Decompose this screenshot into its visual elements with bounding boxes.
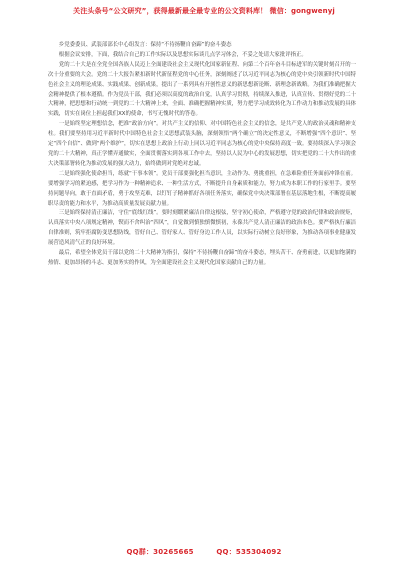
header-banner: 关注头条号“公文研究”，获得最新最全最专业的公文资料库！ 微信：gongwenyj	[73, 7, 335, 15]
document-body	[48, 41, 356, 541]
qq-group: QQ群：30265665	[126, 548, 194, 556]
footer-banner	[0, 547, 408, 557]
paragraph: 根据会议安排，下面，我结合自己的工作实际以及思想实际谈几点学习体会，不妥之处请大家批评指正。	[58, 51, 307, 58]
paragraph: 一是始终坚定理想信念，把准“政治方向”。对共产主义的信仰、对中国特色社会主义的信念，是共产党人的政治灵魂和精神支柱。我们要坚持用习近平新时代中国特色社会主义思想武装头脑，深刻领悟“两个确立”的决定性意义，不断增强“四个意识”、坚定“四个自信”、做到“两个维护”，切实在思想上政治上行动上同以习近平同志为核心的党中央保持高度一致。要持续深入学习领会党的二十大精神，真正学懂弄通做实，全面贯彻落实到各项工作中去，坚持以人民为中心的发展思想，切实把党的二十大作出的重大决策部署转化为推动发展的强大动力，始终做到对党绝对忠诚。	[48, 121, 356, 167]
paragraph: 二是始终强化使命担当，练就“干事本领”。党员干部要强化担当意识，主动作为、勇挑重担，在急难险重任务面前冲锋在前。要增强学习的紧迫感，把学习作为一种精神追求、一种生活方式，不断提升自身素质和能力，努力成为本职工作的行家里手。要坚持问题导向，敢于直面矛盾，勇于攻坚克难，以钉钉子精神抓好各项任务落实，确保党中央决策部署在基层落地生根，不断提高履职尽责的能力和水平，为推动高质量发展贡献力量。	[48, 170, 356, 207]
paragraph: 三是始终保持清正廉洁，守住“底线红线”。要时刻绷紧廉洁自律这根弦，坚守初心使命，严格遵守党的政治纪律和政治规矩，认真落实中央八项规定精神，锲而不舍纠治“四风”，自觉做到慎独慎微慎初，永葆共产党人清正廉洁的政治本色。要严格执行廉洁自律准则，筑牢拒腐防变思想防线，管好自己、管好家人、管好身边工作人员，以实际行动树立良好形象，为推动各项事业健康发展营造风清气正的良好环境。	[48, 210, 356, 247]
paragraph: 最后，希望全体党员干部以党的二十大精神为指引，保持“不待扬鞭自奋蹄”的奋斗姿态，埋头苦干、奋勇前进，以更加饱满的热情、更加昂扬的斗志、更加务实的作风，为全面建设社会主义现代化国家贡献自己的力量。	[48, 250, 356, 266]
paragraph: 党的二十大是在全党全国各族人民迈上全面建设社会主义现代化国家新征程、向第二个百年奋斗目标进军的关键时刻召开的一次十分重要的大会。党的二十大报告紧扣新时代新征程党的中心任务，深刻阐述了以习近平同志为核心的党中央引领新时代中国特色社会主义的理论成果、实践成果、创新成果，提出了一系列具有开创性意义的新思想新论断、新理念新战略。为我们准确把握大会精神提供了根本遵循。作为党员干部，我们必须以高度的政治自觉，认真学习贯彻，持续深入推进，认真宣传、贯彻好党的二十大精神，把思想和行动统一到党的二十大精神上来，全面、准确把握精神实质，努力把学习成效转化为工作动力和推动发展的具体实践，切实在岗位上担起我们XX的使命，书写无愧时代的答卷。	[48, 61, 356, 118]
document-title: 乡党委委员、武装部部长中心组发言：保持“不待扬鞭自奋蹄”的奋斗姿态	[58, 42, 232, 48]
qq-contact: QQ：535304092	[216, 548, 282, 556]
